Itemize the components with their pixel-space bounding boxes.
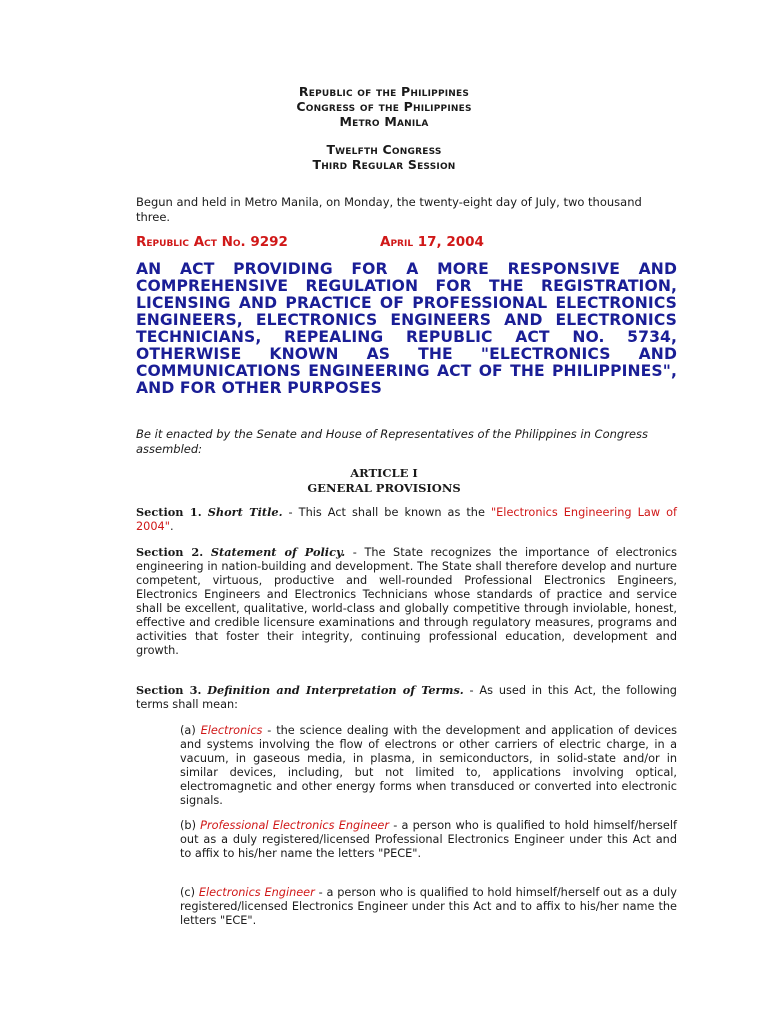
section-title: Definition and Interpretation of Terms.: [207, 683, 464, 697]
section-text-end: .: [169, 520, 174, 533]
begun-statement: Begun and held in Metro Manila, on Monday, the twenty-eight day of July, two thousand three.: [136, 195, 642, 224]
section-title: Statement of Policy.: [210, 545, 346, 559]
definition-text: - a person who is qualified to hold himself/herself out as a duly registered/licensed Professional Electronics Engineer under this Act and to affix to his/her name the letters "PECE".: [180, 819, 677, 860]
definition-term: Professional Electronics Engineer: [200, 819, 390, 832]
section-1: [136, 505, 677, 534]
article-number: ARTICLE I: [350, 466, 418, 480]
header-location: Metro Manila: [339, 114, 429, 129]
section-label: Section 3.: [136, 683, 202, 697]
republic-act-line: [136, 234, 676, 250]
definition-c: [180, 886, 677, 928]
definition-prefix: (c): [180, 886, 199, 899]
header-congress: Congress of the Philippines: [296, 99, 472, 114]
definition-term: Electronics Engineer: [198, 886, 315, 899]
section-text: - The State recognizes the importance of electronics engineering in nation-building and development. The State shall therefore develop and nurture competent, virtuous, productive and well-rounded Professional Electronics Engineers, Electronics Engineers and Electronics Technicians whose standards of practice and service shall be excellent, qualitative, world-class and globally competitive through inviolable, honest, effective and credible licensure examinations and through regulatory measures, programs and activities that foster their integrity, continuing professional education, development and growth.: [136, 546, 677, 657]
article-heading: [0, 466, 768, 496]
section-3: [136, 683, 677, 712]
definition-text: - the science dealing with the development and application of devices and systems involving the flow of electrons or other carriers of electric charge, in a vacuum, in gaseous media, in plasma, in semiconductors, in solid-state and/or in similar devices, including, but not limited to, applications involving optical, electromagnetic and other energy forms when transduced or converted into electronic signals.: [180, 724, 677, 807]
definition-term: Electronics: [200, 724, 263, 737]
definition-prefix: (b): [180, 819, 201, 832]
republic-act-date: April 17, 2004: [380, 234, 484, 250]
section-title: Short Title.: [207, 505, 283, 519]
section-label: Section 1.: [136, 505, 202, 519]
act-title: AN ACT PROVIDING FOR A MORE RESPONSIVE AND COMPREHENSIVE REGULATION FOR THE REGISTRATION, LICENSING AND PRACTICE OF PROFESSIONAL ELECTRONICS ENGINEERS, ELECTRONICS ENGINEERS AND ELECTRONICS TECHNICIANS, REPEALING REPUBLIC ACT NO. 5734, OTHERWISE KNOWN AS THE "ELECTRONICS AND COMMUNICATIONS ENGINEERING ACT OF THE PHILIPPINES", AND FOR OTHER PURPOSES: [136, 260, 677, 397]
definition-b: [180, 819, 677, 861]
section-label: Section 2.: [136, 545, 204, 559]
definition-text: - a person who is qualified to hold himself/herself out as a duly registered/licensed Electronics Engineer under this Act and to affix to his/her name the letters "ECE".: [180, 886, 677, 927]
definition-prefix: (a): [180, 724, 201, 737]
short-title-name: "Electronics Engineering Law of 2004": [136, 506, 677, 533]
header-republic: Republic of the Philippines: [298, 84, 470, 99]
article-title: GENERAL PROVISIONS: [307, 481, 461, 495]
section-text: - As used in this Act, the following terms shall mean:: [136, 684, 677, 711]
header-congress-number: Twelfth Congress: [326, 142, 442, 157]
section-text: - This Act shall be known as the: [282, 506, 491, 519]
document-header: [0, 84, 768, 172]
section-2: [136, 545, 677, 658]
definition-a: [180, 724, 677, 808]
enacting-clause: Be it enacted by the Senate and House of Representatives of the Philippines in Congress assembled:: [136, 427, 648, 456]
header-session: Third Regular Session: [312, 157, 456, 172]
republic-act-number: Republic Act No. 9292: [136, 234, 288, 250]
